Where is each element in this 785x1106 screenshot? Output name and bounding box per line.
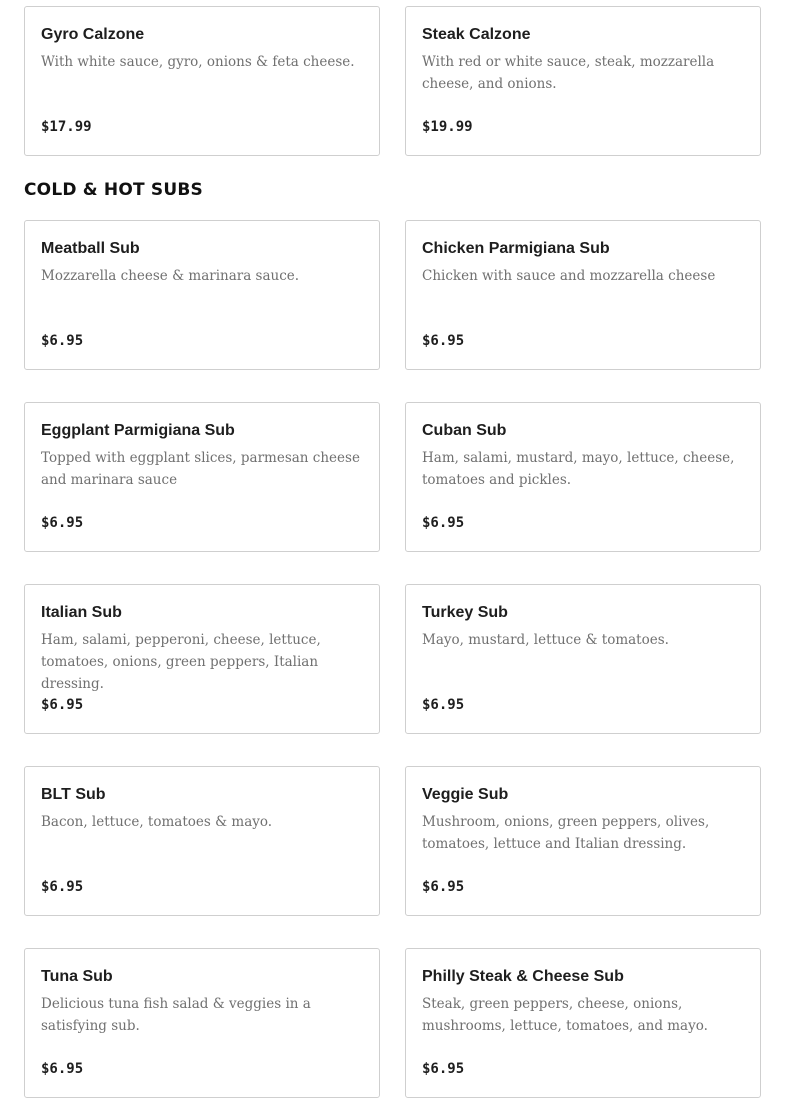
menu-item-cuban-sub[interactable]: [405, 402, 761, 552]
menu-item-tuna-sub[interactable]: [24, 948, 380, 1098]
item-name: BLT Sub: [41, 786, 106, 803]
item-name: Tuna Sub: [41, 968, 113, 985]
item-description: Delicious tuna fish salad & veggies in a satisfying sub.: [41, 996, 311, 1034]
menu-item-chicken-parmigiana-sub[interactable]: [405, 220, 761, 370]
menu-item-veggie-sub[interactable]: [405, 766, 761, 916]
item-name: Chicken Parmigiana Sub: [422, 240, 610, 257]
item-description: Mushroom, onions, green peppers, olives, tomatoes, lettuce and Italian dressing.: [422, 814, 710, 852]
item-price: $6.95: [422, 1061, 465, 1077]
item-price: $6.95: [422, 697, 465, 713]
item-description: Mozzarella cheese & marinara sauce.: [41, 268, 300, 284]
item-name: Gyro Calzone: [41, 26, 145, 43]
item-price: $17.99: [41, 119, 92, 135]
item-description: With red or white sauce, steak, mozzarella cheese, and onions.: [422, 54, 715, 92]
item-description: Chicken with sauce and mozzarella cheese: [422, 268, 716, 284]
menu-item-steak-calzone[interactable]: [405, 6, 761, 156]
item-description: With white sauce, gyro, onions & feta cheese.: [41, 54, 355, 70]
menu-item-gyro-calzone[interactable]: [24, 6, 380, 156]
item-description: Mayo, mustard, lettuce & tomatoes.: [422, 632, 669, 648]
item-price: $19.99: [422, 119, 473, 135]
item-name: Italian Sub: [41, 604, 122, 621]
menu-item-blt-sub[interactable]: [24, 766, 380, 916]
section-title: COLD & HOT SUBS: [24, 180, 203, 200]
item-name: Philly Steak & Cheese Sub: [422, 968, 624, 985]
item-name: Steak Calzone: [422, 26, 531, 43]
menu-item-italian-sub[interactable]: [24, 584, 380, 734]
item-price: $6.95: [41, 879, 84, 895]
item-price: $6.95: [422, 879, 465, 895]
menu-item-meatball-sub[interactable]: [24, 220, 380, 370]
item-name: Meatball Sub: [41, 240, 140, 257]
item-description: Topped with eggplant slices, parmesan cheese and marinara sauce: [41, 450, 360, 488]
item-price: $6.95: [41, 697, 84, 713]
item-description: Bacon, lettuce, tomatoes & mayo.: [41, 814, 273, 830]
item-name: Veggie Sub: [422, 786, 509, 803]
item-name: Eggplant Parmigiana Sub: [41, 422, 235, 439]
item-price: $6.95: [41, 1061, 84, 1077]
menu-item-turkey-sub[interactable]: [405, 584, 761, 734]
menu-item-philly-steak-cheese-sub[interactable]: [405, 948, 761, 1098]
item-description: Steak, green peppers, cheese, onions, mushrooms, lettuce, tomatoes, and mayo.: [422, 996, 708, 1034]
item-name: Turkey Sub: [422, 604, 508, 621]
item-name: Cuban Sub: [422, 422, 507, 439]
subs-grid: [24, 220, 761, 1098]
item-price: $6.95: [41, 333, 84, 349]
item-description: Ham, salami, mustard, mayo, lettuce, cheese, tomatoes and pickles.: [422, 450, 735, 488]
item-description: Ham, salami, pepperoni, cheese, lettuce, tomatoes, onions, green peppers, Italian dressing.: [41, 632, 321, 692]
item-price: $6.95: [422, 333, 465, 349]
item-price: $6.95: [41, 515, 84, 531]
menu-item-eggplant-parmigiana-sub[interactable]: [24, 402, 380, 552]
calzone-grid: [24, 6, 761, 156]
item-price: $6.95: [422, 515, 465, 531]
